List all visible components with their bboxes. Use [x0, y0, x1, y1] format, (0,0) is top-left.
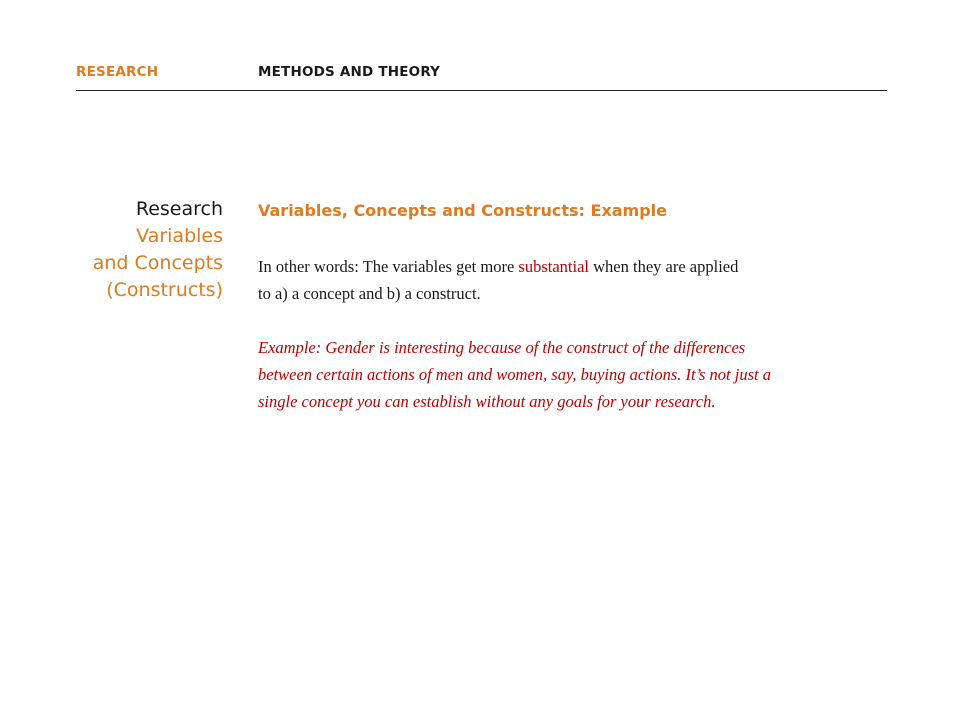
- example-line-1: Example: Gender is interesting because of the construct of the differences: [258, 338, 746, 357]
- sidebar-title: Research: [135, 198, 223, 220]
- example-line-2: between certain actions of men and women, say, buying actions. It’s not just a: [258, 365, 771, 384]
- slide-heading: Variables, Concepts and Constructs: Example: [258, 201, 668, 220]
- paragraph-line-2: to a) a concept and b) a construct.: [258, 284, 481, 303]
- sidebar-subtitle-line-3: (Constructs): [106, 279, 223, 301]
- paragraph-text-after: when they are applied: [589, 257, 739, 276]
- sidebar-subtitle-line-2: and Concepts: [92, 252, 223, 274]
- sidebar-subtitle-line-1: Variables: [136, 225, 223, 247]
- paragraph-text-before: In other words: The variables get more: [258, 257, 519, 276]
- header-divider: [76, 90, 887, 91]
- example-line-3: single concept you can establish without any goals for your research.: [258, 392, 716, 411]
- main-content: [258, 199, 908, 415]
- highlight-word: substantial: [518, 257, 589, 276]
- body-paragraph: [258, 253, 908, 307]
- sidebar: [23, 196, 223, 304]
- header-topic-label: METHODS AND THEORY: [258, 64, 441, 80]
- header-section-label: RESEARCH: [76, 64, 159, 80]
- example-paragraph: [258, 334, 908, 415]
